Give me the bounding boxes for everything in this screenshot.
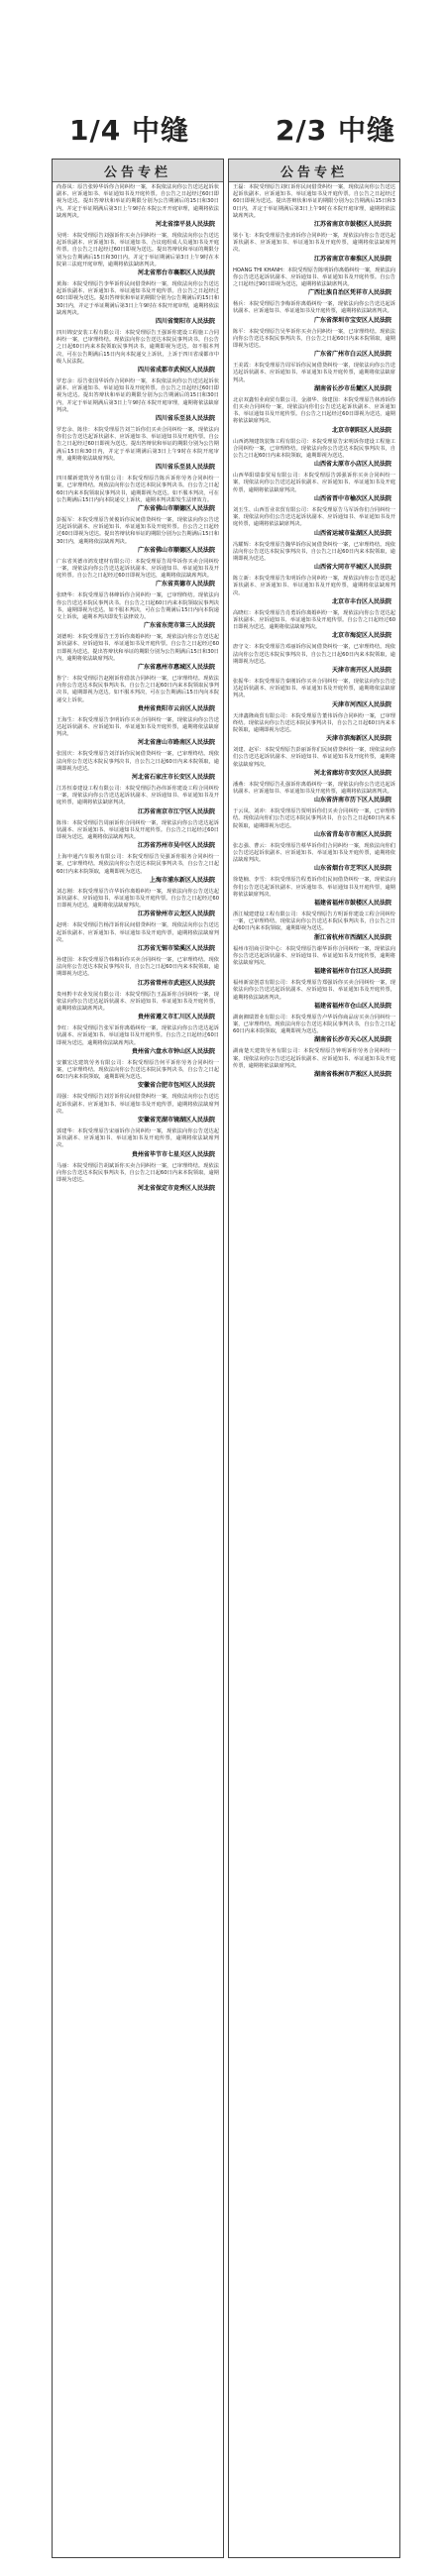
notice-item	[233, 363, 395, 393]
notice-text: 江苏恒泰建设工程有限公司：本院受理原告孙伟诉你建设工程合同纠纷一案，现依法向你公告送达起诉状副本、应诉通知书、举证通知书及开庭传票，逾期将依法缺席判决。	[56, 785, 219, 806]
notice-item	[233, 397, 395, 435]
notice-court-signature: 山东省烟台市芝罘区人民法院	[313, 865, 391, 873]
notice-text: 山西华阳瑞泰贸易有限公司：本院受理原告郭强诉你买卖合同纠纷一案，现依法向你公告送达起诉状副本、应诉通知书、举证通知书及开庭传票，逾期将依法缺席判决。	[233, 473, 395, 493]
notice-court-signature: 湖南省株洲市芦淞区人民法院	[313, 1071, 391, 1079]
notice-item	[233, 329, 395, 360]
notice-court-signature: 山西省太原市小店区人民法院	[313, 461, 391, 469]
notice-item	[233, 576, 395, 606]
notice-court-signature: 福建省福州市台江区人民法院	[313, 968, 391, 976]
notice-item	[233, 877, 395, 908]
notice-item	[233, 610, 395, 641]
notice-court-signature: 江苏省无锡市梁溪区人民法院	[137, 945, 215, 953]
notice-item	[233, 507, 395, 538]
notice-item	[56, 957, 219, 988]
notice-text: 梁小飞：本院受理原告张涛诉你合同纠纷一案，现依法向你公告送达起诉状副本、应诉通知书、举证通知书及开庭传票，逾期将依法缺席判决。	[233, 233, 395, 254]
left-notice-column	[52, 159, 224, 2558]
notice-text: 福州市招商引资中心：本院受理原告谢华诉你合同纠纷一案，现依法向你公告送达起诉状副本、应诉通知书、举证通知书及开庭传票，逾期将依法缺席判决。	[233, 945, 395, 967]
notice-item	[56, 517, 219, 555]
notice-item	[56, 559, 219, 590]
notice-item	[233, 301, 395, 324]
notice-item	[56, 378, 219, 423]
notice-item	[56, 476, 219, 513]
notice-text: 潘燕：本院受理原告孔强诉你离婚纠纷一案，现依法向你公告送达起诉状副本、应诉通知书、举证通知书及开庭传票，逾期将依法缺席判决。	[233, 781, 395, 795]
notice-text: 唐守文：本院受理原告邓丽诉你民间借贷纠纷一案，已审理终结。现依法向你公告送达本院民事判决书，自公告之日起60日内来本院领取，逾期即视为送达。	[233, 644, 395, 665]
notice-court-signature: 河北省滦平县人民法院	[155, 221, 215, 229]
notice-item	[233, 912, 395, 942]
notice-court-signature: 江苏省苏州市吴中区人民法院	[137, 842, 215, 850]
notice-court-signature: 广东省深圳市宝安区人民法院	[313, 316, 391, 324]
notice-item	[233, 439, 395, 470]
notice-item	[233, 1048, 395, 1079]
notice-court-signature: 山西省大同市平城区人民法院	[313, 564, 391, 572]
notice-text: 黄海：本院受理原告李华诉你民间借贷纠纷一案，现依法向你公告送达起诉状副本、应诉通知书、举证通知书及开庭传票。自公告之日起经过60日即视为送达。提出答辩状和举证的期限分别为公告期满后的15日和30日内，并定于举证期满后第3日上午9时在本院开庭审理，逾期将依法缺席判决。	[56, 281, 219, 316]
notice-court-signature: 广东省广州市白云区人民法院	[313, 351, 391, 359]
notice-court-signature: 北京市丰台区人民法院	[331, 597, 391, 605]
notice-item	[233, 1015, 395, 1045]
notice-text: 安徽宏达建筑劳务有限公司：本院受理原告何平诉你劳务合同纠纷一案，已审理终结。现依法向你公告送达本院民事判决书，自公告之日起60日内来本院领取，逾期即视为送达。	[56, 1059, 219, 1081]
notice-item	[233, 184, 395, 229]
notice-item	[233, 473, 395, 503]
notice-text: 山西鸿翔建筑装饰工程有限公司：本院受理原告宋明诉你建设工程施工合同纠纷一案，已审理终结。现依法向你公告送达本院民事判决书，自公告之日起60日内来本院领取，逾期即视为送达。	[233, 438, 395, 460]
notice-item	[56, 427, 219, 472]
notice-item	[233, 644, 395, 675]
notice-item	[56, 922, 219, 953]
notice-item	[56, 1163, 219, 1194]
notice-item	[233, 808, 395, 839]
notice-text: 福州新富创意有限公司：本院受理原告郑强诉你买卖合同纠纷一案，现依法向你公告送达起诉状副本、应诉通知书、举证通知书及开庭传票，逾期将依法缺席判决。	[233, 980, 395, 1001]
notice-item	[56, 889, 219, 919]
notice-text: 高晓红：本院受理原告肖勇诉你离婚纠纷一案，现依法向你公告送达起诉状副本、应诉通知书、举证通知书及开庭传票。自公告之日起经过60日即视为送达，逾期将依法缺席判决。	[233, 609, 395, 631]
notice-text: 上海申通汽车服务有限公司：本院受理原告吴强诉你服务合同纠纷一案，已审理终结。现依法向你公告送达本院民事判决书，自公告之日起60日内来本院领取，逾期即视为送达。	[56, 854, 219, 875]
notice-court-signature: 山东省青岛市市南区人民法院	[313, 830, 391, 838]
notice-item	[56, 592, 219, 630]
header-left-label: 1/4 中缝	[69, 114, 189, 147]
notice-court-signature: 四川省乐至县人民法院	[155, 464, 215, 472]
notice-court-signature: 广东省东莞市第三人民法院	[143, 622, 215, 630]
notice-text: 刘玉生、山西晋业农贸有限公司：本院受理原告马军诉你们合同纠纷一案，现依法向你们公告送达起诉状副本、应诉通知书、举证通知书及开庭传票，逾期将依法缺席判决。	[233, 506, 395, 528]
notice-text: 刘志刚：本院受理原告许华诉你离婚纠纷一案，现依法向你公告送达起诉状副本、应诉通知书、举证通知书及开庭传票。自公告之日起经过60日即视为送达，逾期将依法缺席判决。	[56, 888, 219, 910]
notice-text: 张晓华：本院受理原告林峰诉你合同纠纷一案，已审理终结。现依法向你公告送达本院民事判决书。自公告之日起60日内来本院领取民事判决书，逾期即视为送达。如不服本判决，可在公告期满后15日内向本院递交上诉状，逾期本判决即发生法律效力。	[56, 592, 219, 620]
notice-court-signature: 山西省运城市盐湖区人民法院	[313, 529, 391, 537]
notice-text: 张志强、曹云：本院受理原告蔡华诉你们合同纠纷一案，现依法向你们公告送达起诉状副本、应诉通知书、举证通知书及开庭传票，逾期将依法缺席判决。	[233, 842, 395, 864]
notice-text: 陈平：本院受理原告吴华诉你买卖合同纠纷一案，已审理终结。现依法向你公告送达本院民事判决书，自公告之日起60日内来本院领取，逾期即视为送达。	[233, 328, 395, 350]
notice-item	[56, 820, 219, 851]
notice-item	[56, 717, 219, 748]
notice-court-signature: 江苏省南京市江宁区人民法院	[137, 807, 215, 815]
notice-court-signature: 广东省佛山市顺德区人民法院	[137, 546, 215, 554]
notice-court-signature: 广东省惠州市惠城区人民法院	[137, 663, 215, 671]
notice-court-signature: 浙江省杭州市西湖区人民法院	[313, 933, 391, 941]
notice-text: 天津鑫隆商贸有限公司：本院受理原告董伟诉你合同纠纷一案，已审理终结。现依法向你公告送达本院民事判决书，自公告之日起60日内来本院领取，逾期即视为送达。	[233, 712, 395, 733]
notice-court-signature: 广西壮族自治区凭祥市人民法院	[307, 289, 391, 297]
notice-item	[56, 1128, 219, 1159]
notice-court-signature: 安徽省合肥市包河区人民法院	[137, 1082, 215, 1090]
notice-text: 郭建华：本院受理原告宋丽诉你合同纠纷一案，现依法向你公告送达起诉状副本、应诉通知书、举证通知书及开庭传票，逾期将依法缺席判决。	[56, 1128, 219, 1149]
notice-item	[233, 713, 395, 744]
header-right-label: 2/3 中缝	[276, 114, 395, 147]
notice-court-signature: 天津市南开区人民法院	[331, 666, 391, 674]
notice-text: 马丽：本院受理原告胡斌诉你买卖合同纠纷一案，已审理终结。现依法向你公告送达本院民事判决书，自公告之日起60日内来本院领取，逾期即视为送达。	[56, 1162, 219, 1184]
notice-item	[233, 233, 395, 264]
notice-item	[56, 634, 219, 672]
notice-court-signature: 广东省英德市人民法院	[155, 581, 215, 589]
notice-item	[56, 1060, 219, 1091]
notice-item	[233, 542, 395, 573]
notice-text: 杨兵：本院受理原告李梅诉你离婚纠纷一案，现依法向你公告送达起诉状副本、应诉通知书、举证通知书及开庭传票，逾期将依法缺席判决。	[233, 301, 395, 315]
notice-list	[53, 182, 223, 1199]
notice-text: 罗忠余：原告张国华诉你合同纠纷一案，本院依法向你公告送达起诉状副本、应诉通知书、举证通知书及开庭传票。自公告之日起经过60日即视为送达。提出答辩状和举证的期限分别为公告期满后的15日和30日内，并定于举证期满后第3日上午9时在本院开庭审理，逾期将依法缺席判决。	[56, 378, 219, 413]
notice-text: 张振华：本院受理原告秦刚诉你买卖合同纠纷一案，现依法向你公告送达起诉状副本、应诉通知书、举证通知书及开庭传票，逾期将依法缺席判决。	[233, 678, 395, 699]
notice-text: 尚春凤：原告张婷华诉你合同纠纷一案，本院依法向你公告送达起诉状副本、应诉通知书、举证通知书及开庭传票。自公告之日起经过60日即视为送达。提出答辩状和举证的期限分别为公告期满后的15日和30日内。并定于举证期满后第3日上午9时在本院公开开庭审理，逾期将依法缺席判决。	[56, 184, 219, 219]
notice-court-signature: 上海市浦东新区人民法院	[149, 876, 215, 884]
notice-text: 广东省英德市鸿发建材有限公司：本院受理原告周华诉你买卖合同纠纷一案，现依法向你公告送达起诉状副本、应诉通知书、举证通知书及开庭传票。自公告之日起经过60日即视为送达，逾期将依法缺席判决。	[56, 558, 219, 580]
notice-court-signature: 四川省简阳市人民法院	[155, 318, 215, 326]
notice-text: 冯耀辉：本院受理原告魏华诉你民间借贷纠纷一案，已审理终结。现依法向你公告送达本院民事判决书，自公告之日起60日内来本院领取，逾期即视为送达。	[233, 541, 395, 562]
notice-court-signature: 河北省石家庄市长安区人民法院	[131, 773, 215, 781]
column-title: 公告专栏	[53, 160, 223, 182]
notice-item	[233, 843, 395, 874]
notice-court-signature: 广东省佛山市顺德区人民法院	[137, 504, 215, 512]
notice-text: 王海生：本院受理原告李明诉你买卖合同纠纷一案，现依法向你公告送达起诉状副本、应诉通知书、举证通知书及开庭传票，逾期将依法缺席判决。	[56, 716, 219, 738]
notice-item	[56, 281, 219, 326]
notice-court-signature: 湖南省长沙市天心区人民法院	[313, 1036, 391, 1044]
notice-text: 孙建国：本院受理原告韩梅诉你买卖合同纠纷一案，已审理终结。现依法向你公告送达本院民事判决书，自公告之日起60日内来本院领取，逾期即视为送达。	[56, 957, 219, 978]
notice-text: HOANG THI KHANH：本院受理原告陈明诉你离婚纠纷一案，现依法向你公告送达起诉状副本、应诉通知书、举证通知书及开庭传票。自公告之日起经过90日即视为送达，逾期将依法缺席判决。	[233, 267, 395, 288]
notice-text: 赵明：本院受理原告杨洋诉你民间借贷纠纷一案，现依法向你公告送达起诉状副本、应诉通知书、举证通知书及开庭传票，逾期将依法缺席判决。	[56, 922, 219, 943]
column-title: 公告专栏	[229, 160, 399, 182]
notice-item	[233, 946, 395, 977]
notice-court-signature: 安徽省芜湖市镜湖区人民法院	[137, 1117, 215, 1125]
notice-text: 湖南湘瑞置业有限公司：本院受理原告卢华诉你商品房买卖合同纠纷一案，已审理终结。现依法向你公告送达本院民事判决书，自公告之日起60日内来本院领取，逾期即视为送达。	[233, 1014, 395, 1035]
notice-text: 陈伟：本院受理原告周丽诉你合同纠纷一案，现依法向你公告送达起诉状副本、应诉通知书、举证通知书及开庭传票。自公告之日起经过60日即视为送达，逾期将依法缺席判决。	[56, 819, 219, 840]
notice-court-signature: 福建省福州市仓山区人民法院	[313, 1002, 391, 1010]
notice-item	[56, 1025, 219, 1056]
notice-court-signature: 贵州省贵阳市云岩区人民法院	[137, 704, 215, 712]
notice-list	[229, 182, 399, 1085]
notice-text: 于云凤、刘冲：本院受理原告贾明诉你们买卖合同纠纷一案，已审理终结。现依法向你们公告送达本院民事判决书，自公告之日起60日内来本院领取，逾期即视为送达。	[233, 808, 395, 829]
notice-court-signature: 福建省福州市鼓楼区人民法院	[313, 900, 391, 907]
notice-court-signature: 天津市河西区人民法院	[331, 700, 391, 708]
right-notice-column	[228, 159, 400, 2558]
notice-item	[56, 1094, 219, 1125]
notice-text: 北京双鑫恒业商贸有限公司、金淑华、徐建国：本院受理原告林涛诉你们买卖合同纠纷一案，现依法向你们公告送达起诉状副本、应诉通知书、举证通知书及开庭传票。自公告之日起经过60日即视为送达，逾期将依法缺席判决。	[233, 396, 395, 425]
notice-item	[56, 854, 219, 885]
notice-court-signature: 四川省乐至县人民法院	[155, 415, 215, 423]
notice-text: 罗忠余、陈佳：本院受理原告刘兰诉你们买卖合同纠纷一案，现依法向你们公告送达起诉状副本、应诉通知书、举证通知书及开庭传票。自公告之日起经过60日即视为送达。提出答辩状和举证的期限分别为公告期满后15日和30日内，并定于举证期满后第3日上午9时在本院开庭审理，逾期将依法缺席判决。	[56, 427, 219, 462]
notice-court-signature: 江苏省常州市武进区人民法院	[137, 979, 215, 987]
notice-item	[233, 679, 395, 709]
notice-court-signature: 天津市滨海新区人民法院	[325, 735, 391, 743]
notice-item	[233, 747, 395, 778]
notice-text: 刘建、赵军：本院受理原告彭丽诉你们民间借贷纠纷一案，现依法向你们公告送达起诉状副本、应诉通知书、举证通知书及开庭传票，逾期将依法缺席判决。	[233, 747, 395, 768]
notice-text: 李红：本院受理原告张军诉你离婚纠纷一案，现依法向你公告送达起诉状副本、应诉通知书、举证通知书及开庭传票。自公告之日起经过60日即视为送达，逾期将依法缺席判决。	[56, 1025, 219, 1046]
notice-text: 吴明：本院受理原告刘强诉你买卖合同纠纷一案，现依法向你公告送达起诉状副本、应诉通知书、举证通知书、合议庭组成人员通知书及开庭传票。自公告之日起经过60日即视为送达。提出答辩状和举证的期限分别为公告期满后15日和30日内。并定于举证期满后第3日上午9时在本院第三法庭开庭审理，逾期将依法缺席判决。	[56, 233, 219, 268]
notice-text: 四川耀新建筑劳务有限公司：本院受理原告陈兵诉你劳务合同纠纷一案，已审理终结。现依法向你公告送达本院民事判决书。自公告之日起60日内来本院领取民事判决书，逾期即视为送达。如不服本判决，可在公告期满后15日内向本院递交上诉状，逾期本判决即发生法律效力。	[56, 476, 219, 503]
notice-court-signature: 北京市朝阳区人民法院	[331, 426, 391, 434]
notice-text: 陈立新：本院受理原告朱明诉你合同纠纷一案，现依法向你公告送达起诉状副本、应诉通知书、举证通知书及开庭传票，逾期将依法缺席判决。	[233, 576, 395, 596]
notice-text: 王磊：本院受理原告刘红诉你民间借贷纠纷一案，现依法向你公告送达起诉状副本、应诉通知书、举证通知书及开庭传票。自公告之日起经过60日即视为送达。提出答辩状和举证的期限分别为公告期满后15日和30日内，并定于举证期满后第3日上午9时在本院开庭审理，逾期将依法缺席判决。	[233, 184, 395, 219]
notice-item	[233, 268, 395, 298]
notice-item	[56, 786, 219, 816]
notice-court-signature: 贵州省六盘水市钟山区人民法院	[131, 1047, 215, 1055]
notice-text: 彭振军：本院受理原告黄俊诉你民间借贷纠纷一案，现依法向你公告送达起诉状副本、应诉通知书、举证通知书及开庭传票。自公告之日起经过60日即视为送达。提出答辩状和举证的期限分别为公告期满后15日和30日内，逾期将依法缺席判决。	[56, 516, 219, 545]
notice-text: 贵州黔丰农业发展有限公司：本院受理原告王磊诉你合同纠纷一案，现依法向你公告送达起诉状副本、应诉通知书、举证通知书及开庭传票，逾期将依法缺席判决。	[56, 991, 219, 1013]
notice-court-signature: 湖南省长沙市岳麓区人民法院	[313, 384, 391, 392]
notice-item	[56, 992, 219, 1022]
notice-text: 湖南楚天建筑劳务有限公司：本院受理原告钟明诉你劳务合同纠纷一案，现依法向你公告送达起诉状副本、应诉通知书、举证通知书及开庭传票，逾期将依法缺席判决。	[233, 1048, 395, 1069]
notice-court-signature: 山东省济南市历下区人民法院	[313, 797, 391, 805]
notice-court-signature: 河北省邢台市襄都区人民法院	[137, 269, 215, 277]
notice-item	[233, 980, 395, 1011]
notice-item	[56, 233, 219, 277]
notice-text: 王美霞：本院受理原告周军诉你民间借贷纠纷一案，现依法向你公告送达起诉状副本、应诉通知书、举证通知书及开庭传票，逾期将依法缺席判决。	[233, 363, 395, 383]
notice-text: 四川锦安安装工程有限公司：本院受理原告王强诉你建设工程施工合同纠纷一案，已审理终结。现依法向你公告送达本院民事判决书。自公告之日起60日内来本院领取民事判决书，逾期即视为送达。如不服本判决，可在公告期满后15日内向本院递交上诉状，上诉于四川省成都市中级人民法院。	[56, 330, 219, 365]
notice-court-signature: 江苏省徐州市云龙区人民法院	[137, 911, 215, 918]
notice-item	[233, 782, 395, 805]
notice-court-signature: 贵州省毕节市七星关区人民法院	[131, 1150, 215, 1158]
notice-item	[56, 676, 219, 713]
notice-court-signature: 江苏省南京市秦淮区人民法院	[313, 255, 391, 263]
notice-court-signature: 山西省晋中市榆次区人民法院	[313, 494, 391, 502]
notice-court-signature: 河北省保定市竞秀区人民法院	[137, 1185, 215, 1193]
notice-text: 徐楚楠、李雪：本院受理原告程勇诉你们民间借贷纠纷一案，现依法向你们公告送达起诉状副本、应诉通知书、举证通知书及开庭传票，逾期将依法缺席判决。	[233, 877, 395, 898]
notice-item	[56, 751, 219, 782]
notice-court-signature: 江苏省南京市鼓楼区人民法院	[313, 221, 391, 229]
notice-text: 浙江城建建设工程有限公司：本院受理原告方明诉你建设工程合同纠纷一案，已审理终结。现依法向你公告送达本院民事判决书，自公告之日起60日内来本院领取，逾期即视为送达。	[233, 912, 395, 932]
notice-item	[56, 330, 219, 375]
notice-text: 张国庆：本院受理原告刘洋诉你民间借贷纠纷一案，已审理终结。现依法向你公告送达本院民事判决书，自公告之日起60日内来本院领取，逾期即视为送达。	[56, 751, 219, 772]
notice-court-signature: 河北省廊坊市安次区人民法院	[313, 769, 391, 777]
notice-court-signature: 四川省成都市武侯区人民法院	[137, 367, 215, 375]
notice-court-signature: 贵州省遵义市汇川区人民法院	[137, 1014, 215, 1021]
notice-text: 周强：本院受理原告刘芳诉你民间借贷纠纷一案，现依法向你公告送达起诉状副本、应诉通知书、举证通知书及开庭传票，逾期将依法缺席判决。	[56, 1094, 219, 1115]
notice-text: 刘德明：本院受理原告王芳诉你离婚纠纷一案，现依法向你公告送达起诉状副本、应诉通知书、举证通知书及开庭传票。自公告之日起经过60日即视为送达。提出答辩状和举证的期限分别为公告期满后15日和30日内，逾期将依法缺席判决。	[56, 634, 219, 662]
notice-court-signature: 河北省唐山市路南区人民法院	[137, 739, 215, 747]
notice-text: 鲁宁：本院受理原告赵刚诉你借款合同纠纷一案，已审理终结。现依法向你公告送达本院民事判决书。自公告之日起60日内来本院领取民事判决书，逾期即视为送达。如不服本判决，可在公告期满后15日内向本院递交上诉状。	[56, 675, 219, 703]
notice-court-signature: 北京市海淀区人民法院	[331, 632, 391, 640]
notice-item	[56, 184, 219, 229]
